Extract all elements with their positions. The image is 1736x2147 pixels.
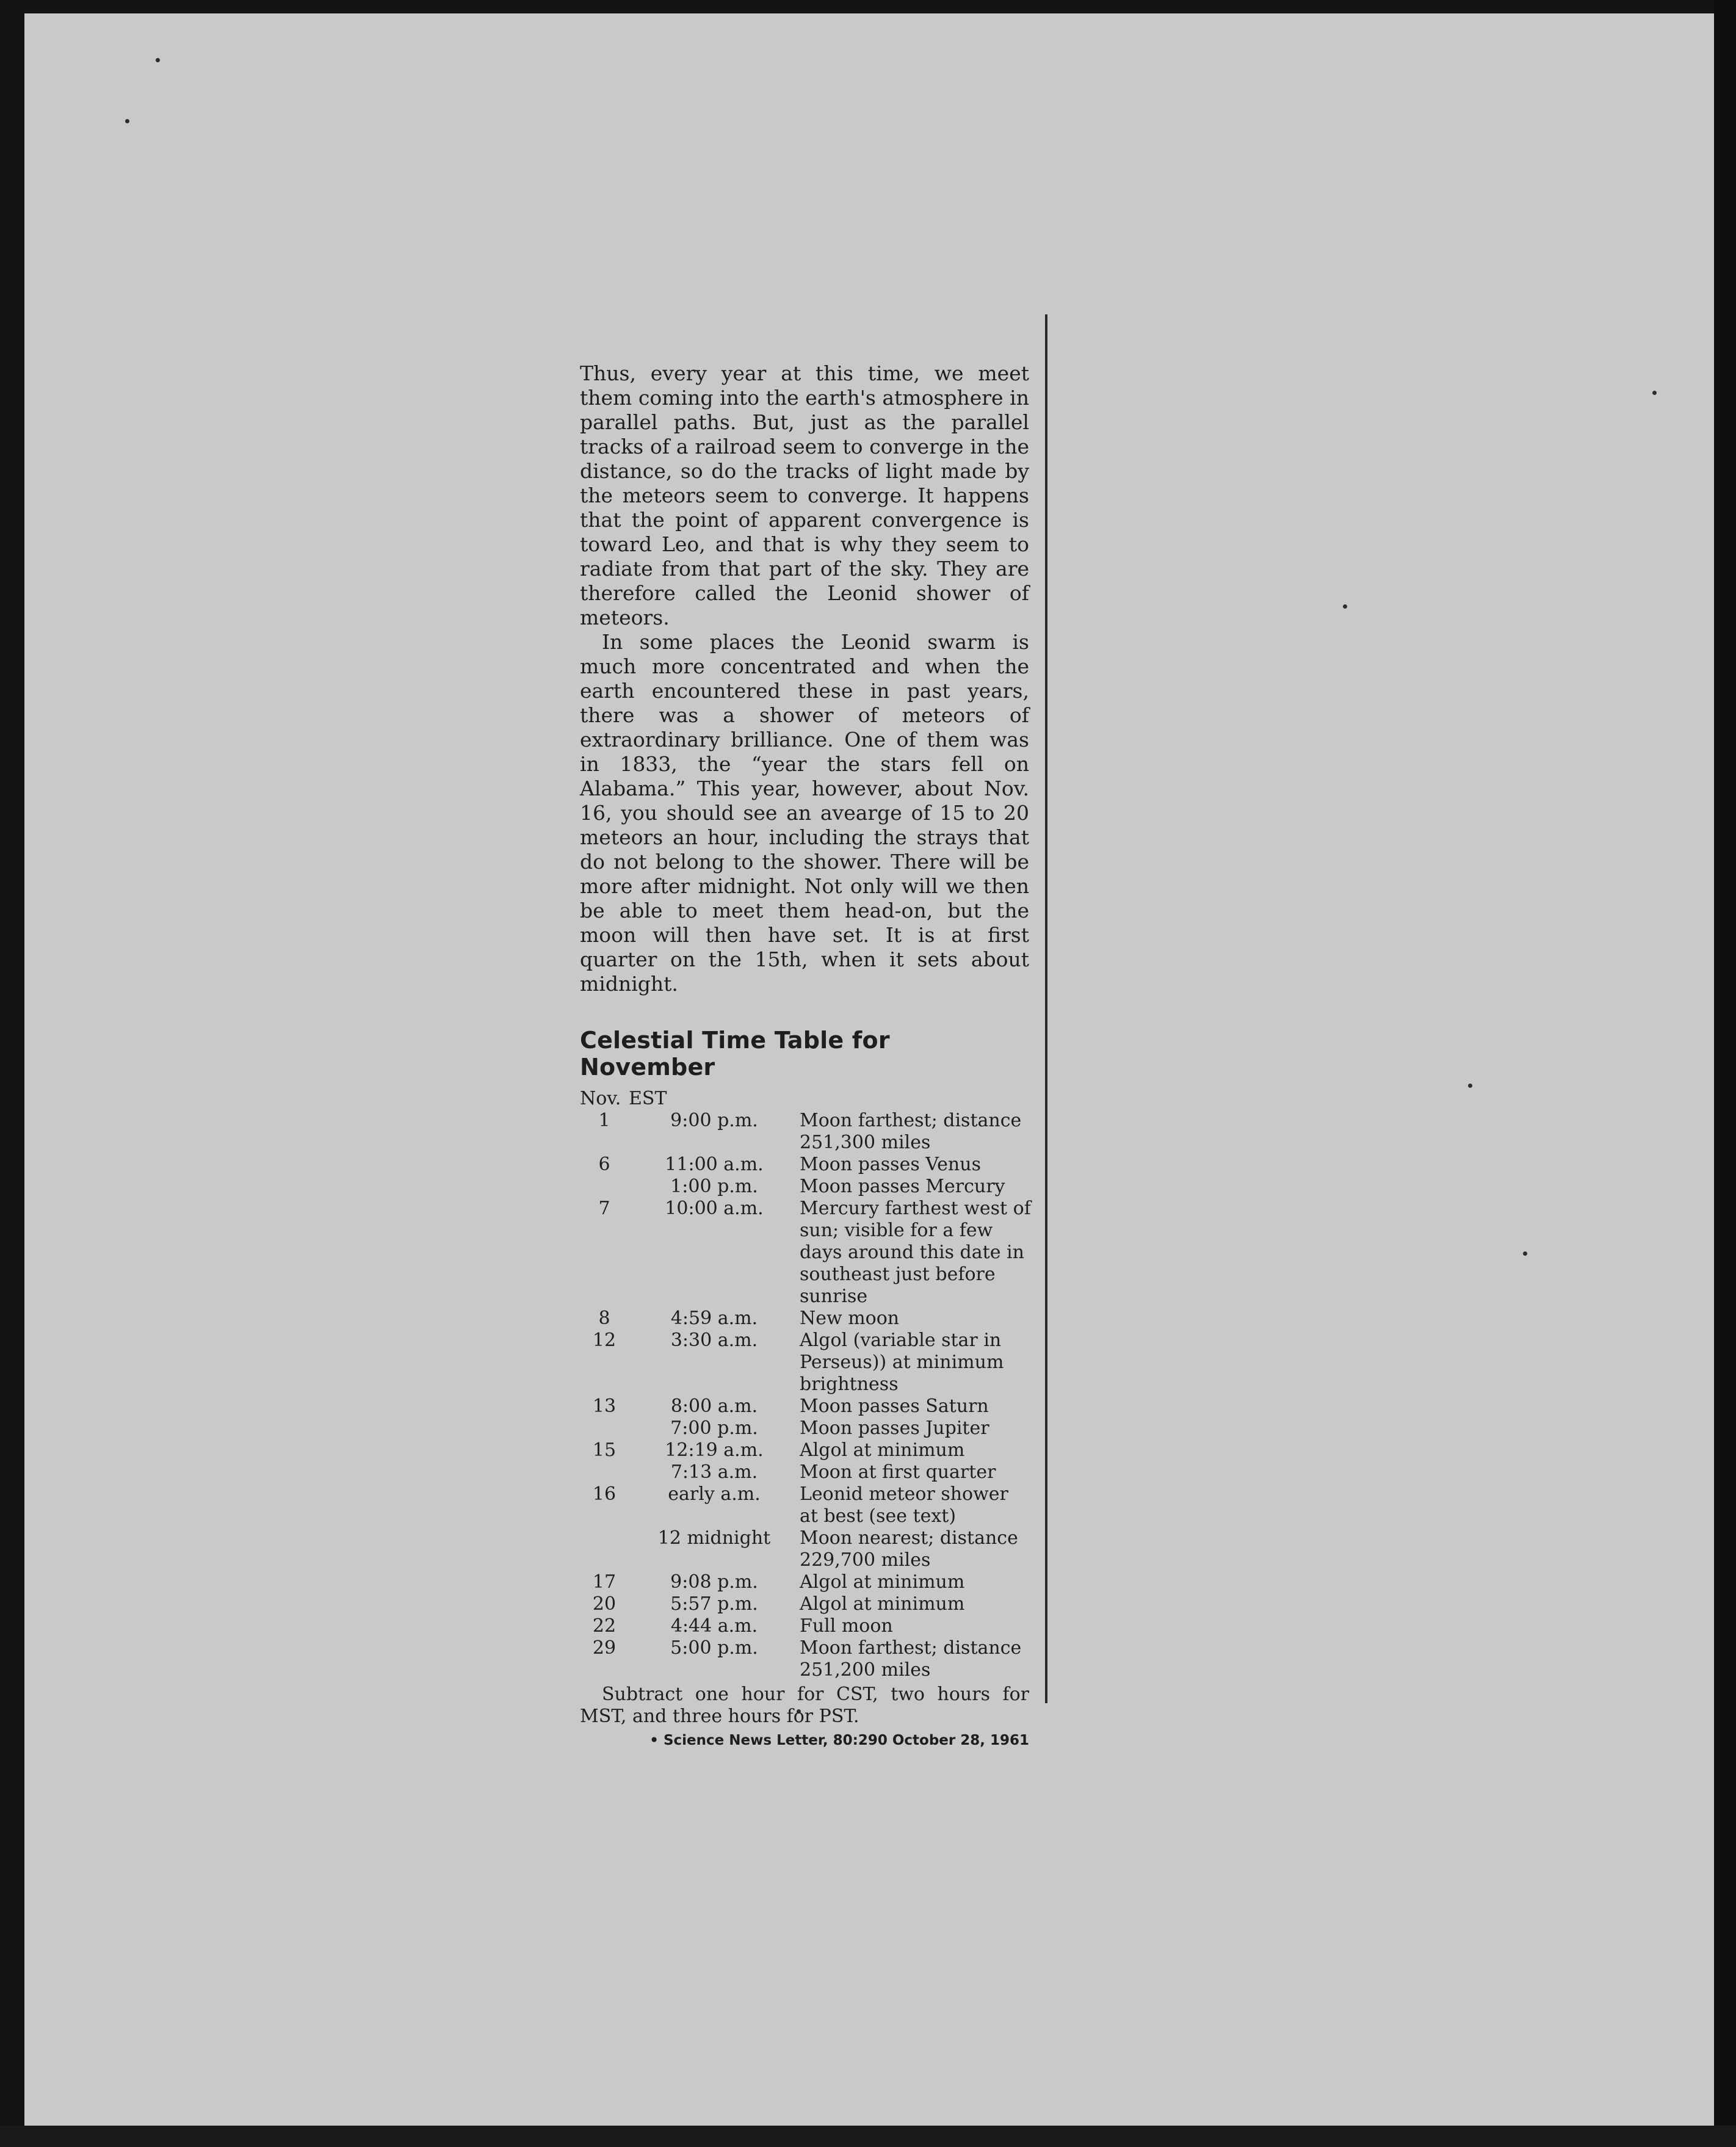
row-event: Moon passes Saturn (800, 1396, 989, 1417)
timetable-body (580, 1110, 1032, 1681)
row-day: 13 (592, 1396, 617, 1417)
column-rule (1045, 314, 1047, 1703)
row-time: 11:00 a.m. (665, 1154, 764, 1175)
row-time: 7:13 a.m. (670, 1461, 758, 1483)
column-header-event (800, 1088, 1032, 1110)
row-time: 4:44 a.m. (670, 1615, 758, 1637)
article-paragraph-2: In some places the Leonid swarm is much more concentrated and when the earth encountered these in past years, there was a shower of meteors of extraordinary brilliance. One of them was in 1833, the “year the stars fell on Alabama.” This year, however, about Nov. 16, you should see an avearge of 15 to 20 meteors an hour, including the strays that do not belong to the shower. There will be more after midnight. Not only will we then be able to meet them head-on, but the moon will then have set. It is at first quarter on the 15th, when it sets about midnight. (580, 630, 1029, 996)
row-time: 1:00 p.m. (670, 1176, 758, 1197)
row-time: early a.m. (668, 1483, 761, 1505)
table-row (580, 1198, 1032, 1308)
table-row (580, 1593, 1032, 1615)
row-day: 12 (592, 1330, 617, 1351)
row-event: Moon passes Mercury (800, 1176, 1005, 1197)
table-row (580, 1527, 1032, 1571)
table-row (580, 1417, 1032, 1439)
table-row (580, 1110, 1032, 1154)
dust-speck (125, 119, 129, 123)
scan-border-right (1714, 0, 1736, 2147)
row-day: 15 (592, 1439, 617, 1461)
row-time: 12 midnight (657, 1527, 771, 1549)
row-day: 20 (592, 1593, 617, 1615)
row-event: Algol at minimum (800, 1593, 965, 1615)
row-time: 4:59 a.m. (670, 1308, 758, 1329)
scan-border-bottom (0, 2126, 1736, 2147)
row-day (580, 1527, 629, 1571)
dust-speck (1468, 1084, 1472, 1088)
row-day: 1 (598, 1110, 610, 1131)
table-row (580, 1308, 1032, 1330)
row-time: 7:00 p.m. (670, 1417, 758, 1439)
article-column (580, 361, 1029, 1748)
table-row (580, 1637, 1032, 1681)
row-time: 10:00 a.m. (665, 1198, 764, 1219)
row-day (580, 1176, 629, 1198)
row-event: Moon passes Jupiter (800, 1417, 989, 1439)
row-day: 8 (598, 1308, 610, 1329)
row-event: Moon passes Venus (800, 1154, 981, 1175)
row-time: 8:00 a.m. (670, 1396, 758, 1417)
row-day: 22 (592, 1615, 617, 1637)
row-event: Leonid meteor shower at best (see text) (800, 1483, 1008, 1527)
row-event: Algol at minimum (800, 1571, 965, 1593)
dust-speck (1523, 1251, 1527, 1256)
row-event: Moon nearest; distance 229,700 miles (800, 1527, 1018, 1571)
table-row (580, 1571, 1032, 1593)
timetable-title: Celestial Time Table for November (580, 1027, 890, 1081)
source-citation: • Science News Letter, 80:290 October 28, 1961 (649, 1732, 1029, 1748)
row-time: 9:08 p.m. (670, 1571, 758, 1593)
row-day: 17 (592, 1571, 617, 1593)
row-event: New moon (800, 1308, 900, 1329)
row-event: Mercury farthest west of sun; visible for a few days around this date in southeast just before sunrise (800, 1198, 1031, 1307)
table-row (580, 1439, 1032, 1461)
row-event: Moon at first quarter (800, 1461, 996, 1483)
row-day: 16 (592, 1483, 617, 1505)
row-event: Moon farthest; distance 251,200 miles (800, 1637, 1022, 1681)
dust-speck (1652, 391, 1657, 395)
column-header-day: Nov. (580, 1088, 621, 1109)
row-time: 3:30 a.m. (670, 1330, 758, 1351)
table-row (580, 1396, 1032, 1417)
row-event: Full moon (800, 1615, 893, 1637)
row-day: 7 (598, 1198, 610, 1219)
row-time: 5:00 p.m. (670, 1637, 758, 1659)
table-row (580, 1615, 1032, 1637)
table-row (580, 1154, 1032, 1176)
dust-speck (156, 58, 160, 62)
row-time: 5:57 p.m. (670, 1593, 758, 1615)
table-row (580, 1461, 1032, 1483)
article-paragraph-1: Thus, every year at this time, we meet them coming into the earth's atmosphere in parallel paths. But, just as the parallel tracks of a railroad seem to converge in the distance, so do the tracks of light made by the meteors seem to converge. It happens that the point of apparent convergence is toward Leo, and that is why they seem to radiate from that part of the sky. They are therefore called the Leonid shower of meteors. (580, 361, 1029, 629)
table-row (580, 1176, 1032, 1198)
row-time: 9:00 p.m. (670, 1110, 758, 1131)
timetable (580, 1088, 1032, 1681)
row-day (580, 1417, 629, 1439)
row-time: 12:19 a.m. (665, 1439, 764, 1461)
column-header-time: EST (629, 1088, 667, 1109)
row-event: Algol at minimum (800, 1439, 965, 1461)
dust-speck (1343, 604, 1347, 609)
row-day: 29 (592, 1637, 617, 1659)
row-event: Algol (variable star in Perseus)) at minimum brightness (800, 1330, 1004, 1395)
row-event: Moon farthest; distance 251,300 miles (800, 1110, 1022, 1153)
timetable-header-row (580, 1088, 1032, 1110)
table-row (580, 1483, 1032, 1527)
row-day (580, 1461, 629, 1483)
timezone-note: Subtract one hour for CST, two hours for MST, and three hours for PST. (580, 1684, 1029, 1727)
table-row (580, 1330, 1032, 1396)
row-day: 6 (598, 1154, 610, 1175)
